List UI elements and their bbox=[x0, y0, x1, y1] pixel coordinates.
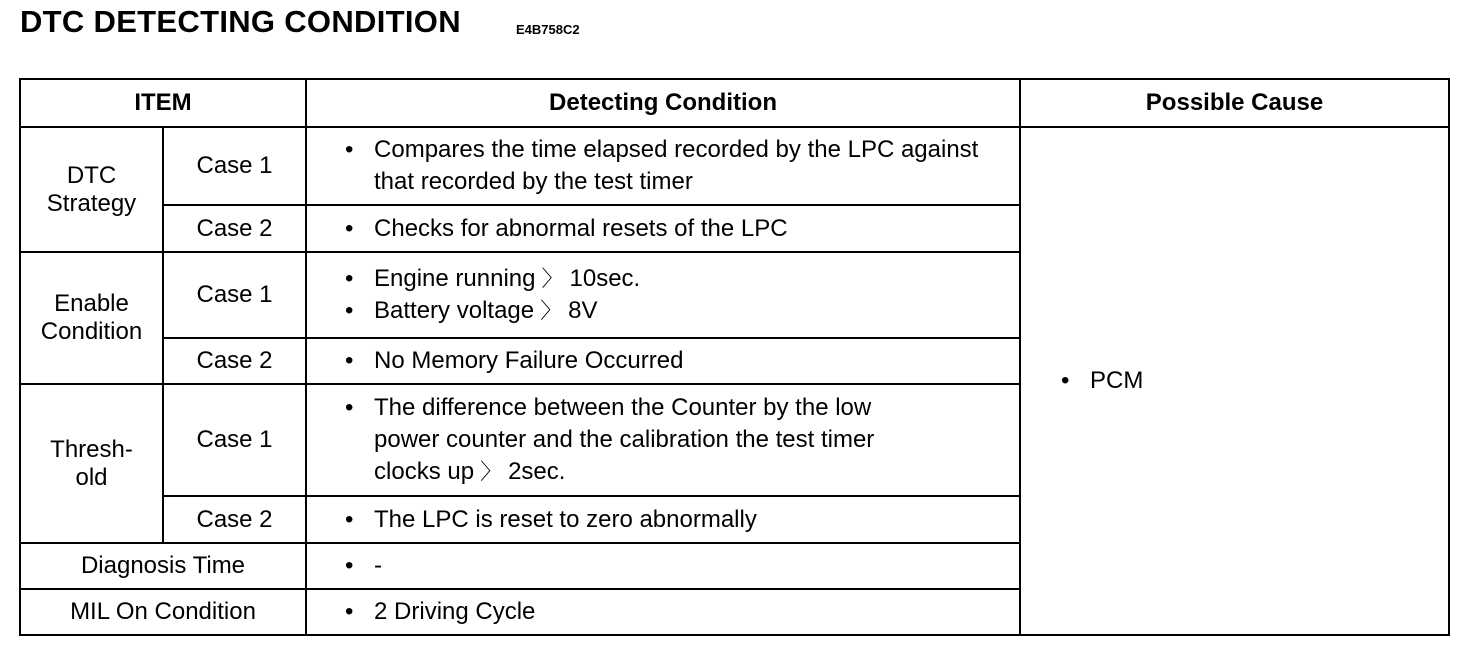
bullet-item: • No Memory Failure Occurred bbox=[345, 345, 1019, 377]
condition-name: Battery voltage bbox=[374, 297, 535, 324]
diagnosis-time-label: Diagnosis Time bbox=[20, 543, 306, 589]
case-label: Case 1 bbox=[163, 384, 306, 496]
condition-cell bbox=[306, 589, 1020, 635]
condition-header: Detecting Condition bbox=[306, 79, 1020, 127]
case-label: Case 2 bbox=[163, 496, 306, 543]
dtc-condition-table bbox=[19, 78, 1450, 636]
enable-condition-label: Enable Condition bbox=[20, 252, 163, 384]
possible-cause-cell bbox=[1020, 127, 1449, 635]
dtc-strategy-label: DTC Strategy bbox=[20, 127, 163, 252]
greater-than-symbol: 〉 bbox=[480, 459, 503, 484]
greater-than-symbol: 〉 bbox=[540, 298, 563, 323]
bullet-item: • - bbox=[345, 550, 1019, 582]
condition-cell bbox=[306, 205, 1020, 252]
bullet-item: • PCM bbox=[1061, 367, 1448, 395]
header-row bbox=[20, 79, 1449, 127]
condition-cell bbox=[306, 127, 1020, 205]
greater-than-symbol: 〉 bbox=[541, 266, 564, 291]
case-label: Case 2 bbox=[163, 338, 306, 384]
condition-name: Engine running bbox=[374, 265, 536, 292]
case-label: Case 1 bbox=[163, 127, 306, 205]
condition-text: The difference between the Counter by the low power counter and the calibration the test timer clocks up bbox=[374, 394, 875, 485]
threshold-label: Thresh- old bbox=[20, 384, 163, 543]
cause-header: Possible Cause bbox=[1020, 79, 1449, 127]
condition-cell bbox=[306, 496, 1020, 543]
bullet-item bbox=[345, 263, 1019, 295]
condition-cell bbox=[306, 384, 1020, 496]
document-code: E4B758C2 bbox=[516, 22, 580, 37]
bullet-item bbox=[345, 392, 941, 488]
case-label: Case 1 bbox=[163, 252, 306, 338]
bullet-item: • Compares the time elapsed recorded by the LPC against that recorded by the test timer bbox=[345, 134, 979, 198]
condition-value: 10sec. bbox=[569, 265, 641, 292]
bullet-item: • The LPC is reset to zero abnormally bbox=[345, 504, 1019, 536]
table-row bbox=[20, 127, 1449, 205]
item-header: ITEM bbox=[20, 79, 306, 127]
page-title: DTC DETECTING CONDITION bbox=[20, 4, 461, 39]
bullet-item bbox=[345, 295, 1019, 327]
condition-value: 2sec. bbox=[508, 458, 566, 485]
condition-cell bbox=[306, 338, 1020, 384]
mil-on-label: MIL On Condition bbox=[20, 589, 306, 635]
condition-value: 8V bbox=[568, 297, 598, 324]
condition-cell bbox=[306, 252, 1020, 338]
bullet-item: • 2 Driving Cycle bbox=[345, 596, 1019, 628]
condition-cell bbox=[306, 543, 1020, 589]
case-label: Case 2 bbox=[163, 205, 306, 252]
bullet-item: • Checks for abnormal resets of the LPC bbox=[345, 213, 1019, 245]
